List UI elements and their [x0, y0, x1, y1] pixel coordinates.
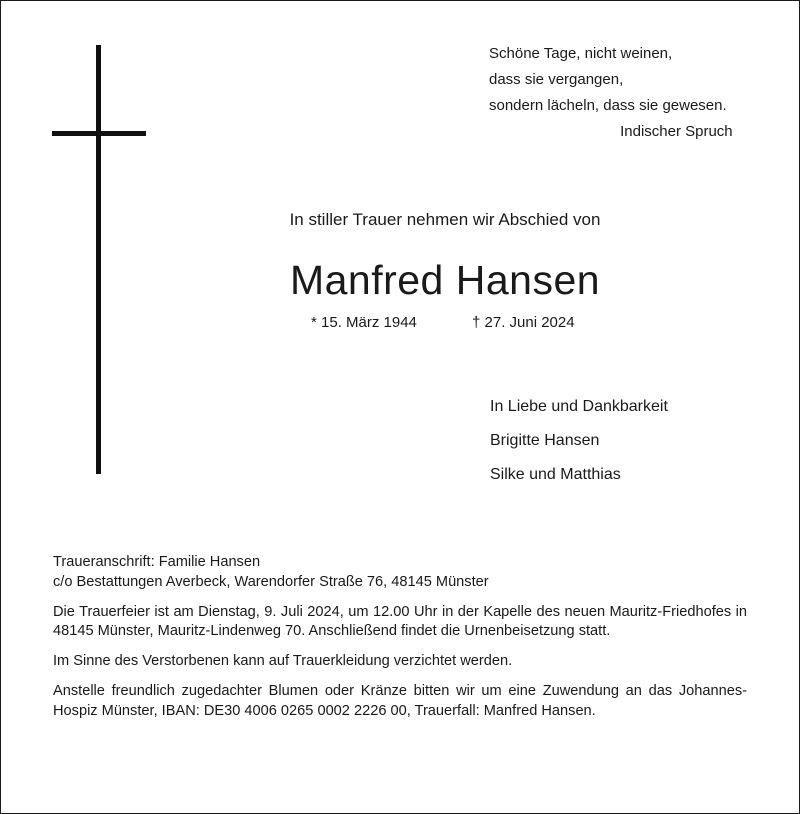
dress-note: Im Sinne des Verstorbenen kann auf Trauerkleidung verzichtet werden.	[53, 653, 513, 670]
donation-text: Anstelle freundlich zugedachter Blumen oder Kränze bitten wir um eine Zuwendung an das Johannes-Hospiz Münster, IBAN: DE30 4006 0265 0002 2226 00, Trauerfall: Manfred Hansen.	[53, 682, 747, 719]
address-line: c/o Bestattungen Averbeck, Warendorfer Straße 76, 48145 Münster	[53, 573, 489, 590]
cross-icon-bar	[52, 131, 146, 136]
address-line: Traueranschrift: Familie Hansen	[53, 554, 261, 570]
death-date: † 27. Juni 2024	[472, 314, 575, 331]
poem-source: Indischer Spruch	[620, 123, 733, 140]
poem	[489, 41, 733, 140]
mourning-address	[53, 553, 747, 593]
poem-line: Schöne Tage, nicht weinen,	[489, 45, 673, 62]
poem-line: dass sie vergangen,	[489, 71, 624, 88]
ceremony-text: Die Trauerfeier ist am Dienstag, 9. Juli 2024, um 12.00 Uhr in der Kapelle des neuen Mauritz-Friedhofes in 48145 Münster, Mauritz-Lindenweg 70. Anschließend findet die Urnenbeisetzung statt.	[53, 603, 747, 640]
birth-date: * 15. März 1944	[311, 314, 417, 331]
signatory-line: Brigitte Hansen	[490, 432, 600, 449]
signatories	[490, 390, 668, 492]
signatory-line: In Liebe und Dankbarkeit	[490, 398, 668, 415]
deceased-name: Manfred Hansen	[289, 257, 601, 303]
intro-text: In stiller Trauer nehmen wir Abschied von	[289, 210, 601, 229]
poem-line: sondern lächeln, dass sie gewesen.	[489, 97, 727, 114]
notice-details	[53, 553, 747, 732]
signatory-line: Silke und Matthias	[490, 466, 621, 483]
